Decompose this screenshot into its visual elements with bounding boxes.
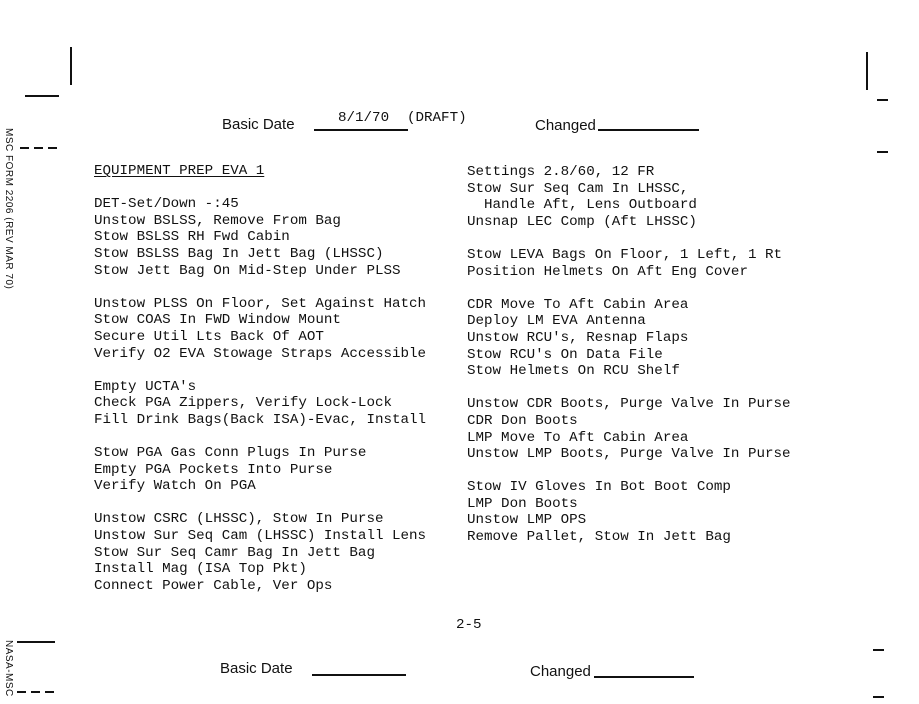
checklist-item: Install Mag (ISA Top Pkt): [94, 561, 307, 578]
registration-mark-right-dash: [877, 151, 888, 153]
form-id-side-label: MSC FORM 2206 (REV MAR 70): [3, 128, 14, 290]
registration-mark-bottom-right-dash-2: [873, 696, 884, 698]
checklist-item: Unstow LMP Boots, Purge Valve In Purse: [467, 446, 791, 463]
footer-basic-date-underline: [312, 674, 406, 676]
header-changed-label: Changed: [535, 117, 596, 134]
footer-basic-date-label: Basic Date: [220, 660, 293, 677]
right-group-2: [467, 247, 791, 280]
checklist-item: LMP Don Boots: [467, 495, 578, 512]
section-title: EQUIPMENT PREP EVA 1: [94, 163, 265, 179]
checklist-item: Stow LEVA Bags On Floor, 1 Left, 1 Rt: [467, 246, 783, 263]
left-group-1: [94, 196, 426, 279]
checklist-item: Unstow RCU's, Resnap Flaps: [467, 329, 689, 346]
checklist-item: Unstow CDR Boots, Purge Valve In Purse: [467, 396, 791, 413]
checklist-item: CDR Don Boots: [467, 412, 578, 429]
checklist-item: Unstow BSLSS, Remove From Bag: [94, 212, 341, 229]
header-draft-label: (DRAFT): [407, 110, 467, 126]
header-basic-date-value: 8/1/70: [338, 110, 390, 126]
header-basic-date-label: Basic Date: [222, 116, 295, 133]
checklist-item: Stow Jett Bag On Mid-Step Under PLSS: [94, 262, 401, 279]
left-group-4: [94, 445, 426, 495]
checklist-item: Empty UCTA's: [94, 378, 197, 395]
checklist-item: Stow IV Gloves In Bot Boot Comp: [467, 479, 731, 496]
checklist-item: DET-Set/Down -:45: [94, 196, 239, 213]
left-group-2: [94, 296, 426, 362]
footer-changed-label: Changed: [530, 663, 591, 680]
left-group-3: [94, 379, 426, 429]
checklist-item: Fill Drink Bags(Back ISA)-Evac, Install: [94, 411, 427, 428]
checklist-item: Unsnap LEC Comp (Aft LHSSC): [467, 213, 697, 230]
header-basic-date-underline: [314, 129, 408, 131]
checklist-item: Unstow PLSS On Floor, Set Against Hatch: [94, 295, 427, 312]
right-group-5: [467, 479, 791, 545]
checklist-item: Deploy LM EVA Antenna: [467, 313, 646, 330]
left-column: [94, 163, 426, 594]
page-number: 2-5: [456, 617, 482, 633]
registration-mark-top-left-horizontal: [25, 95, 59, 97]
registration-mark-top-right-vertical: [866, 52, 868, 90]
right-group-4: [467, 396, 791, 462]
checklist-item: Stow COAS In FWD Window Mount: [94, 312, 341, 329]
checklist-item: Stow RCU's On Data File: [467, 346, 663, 363]
checklist-item: Stow Helmets On RCU Shelf: [467, 363, 680, 380]
checklist-item: Check PGA Zippers, Verify Lock-Lock: [94, 395, 392, 412]
checklist-item: Verify O2 EVA Stowage Straps Accessible: [94, 345, 427, 362]
left-group-5: [94, 511, 426, 594]
checklist-item: LMP Move To Aft Cabin Area: [467, 429, 689, 446]
checklist-item: CDR Move To Aft Cabin Area: [467, 296, 689, 313]
checklist-item: Unstow LMP OPS: [467, 512, 587, 529]
checklist-item: Connect Power Cable, Ver Ops: [94, 577, 333, 594]
checklist-item: Secure Util Lts Back Of AOT: [94, 328, 324, 345]
checklist-item: Stow BSLSS Bag In Jett Bag (LHSSC): [94, 245, 384, 262]
checklist-item: Position Helmets On Aft Eng Cover: [467, 263, 748, 280]
registration-mark-bottom-left-horizontal: [17, 641, 55, 643]
registration-mark-top-right-dash: [877, 99, 888, 101]
checklist-item: Stow Sur Seq Camr Bag In Jett Bag: [94, 544, 375, 561]
registration-mark-bottom-left-dashes: [17, 691, 57, 693]
header-changed-underline: [598, 129, 699, 131]
footer-changed-underline: [594, 676, 694, 678]
checklist-item: Unstow CSRC (LHSSC), Stow In Purse: [94, 511, 384, 528]
checklist-item: Stow PGA Gas Conn Plugs In Purse: [94, 445, 367, 462]
checklist-item: Handle Aft, Lens Outboard: [467, 197, 697, 214]
right-group-1: [467, 164, 791, 230]
checklist-item: Verify Watch On PGA: [94, 478, 256, 495]
agency-side-label: NASA-MSC: [3, 640, 14, 697]
checklist-item: Remove Pallet, Stow In Jett Bag: [467, 529, 731, 546]
right-group-3: [467, 297, 791, 380]
checklist-item: Stow Sur Seq Cam In LHSSC,: [467, 180, 689, 197]
checklist-item: Settings 2.8/60, 12 FR: [467, 164, 655, 180]
registration-mark-top-left-vertical: [70, 47, 72, 85]
right-column: [467, 164, 791, 546]
registration-mark-bottom-right-dash: [873, 649, 884, 651]
checklist-item: Unstow Sur Seq Cam (LHSSC) Install Lens: [94, 528, 427, 545]
registration-mark-left-dashes: [20, 147, 60, 149]
checklist-item: Empty PGA Pockets Into Purse: [94, 461, 333, 478]
checklist-item: Stow BSLSS RH Fwd Cabin: [94, 229, 290, 246]
